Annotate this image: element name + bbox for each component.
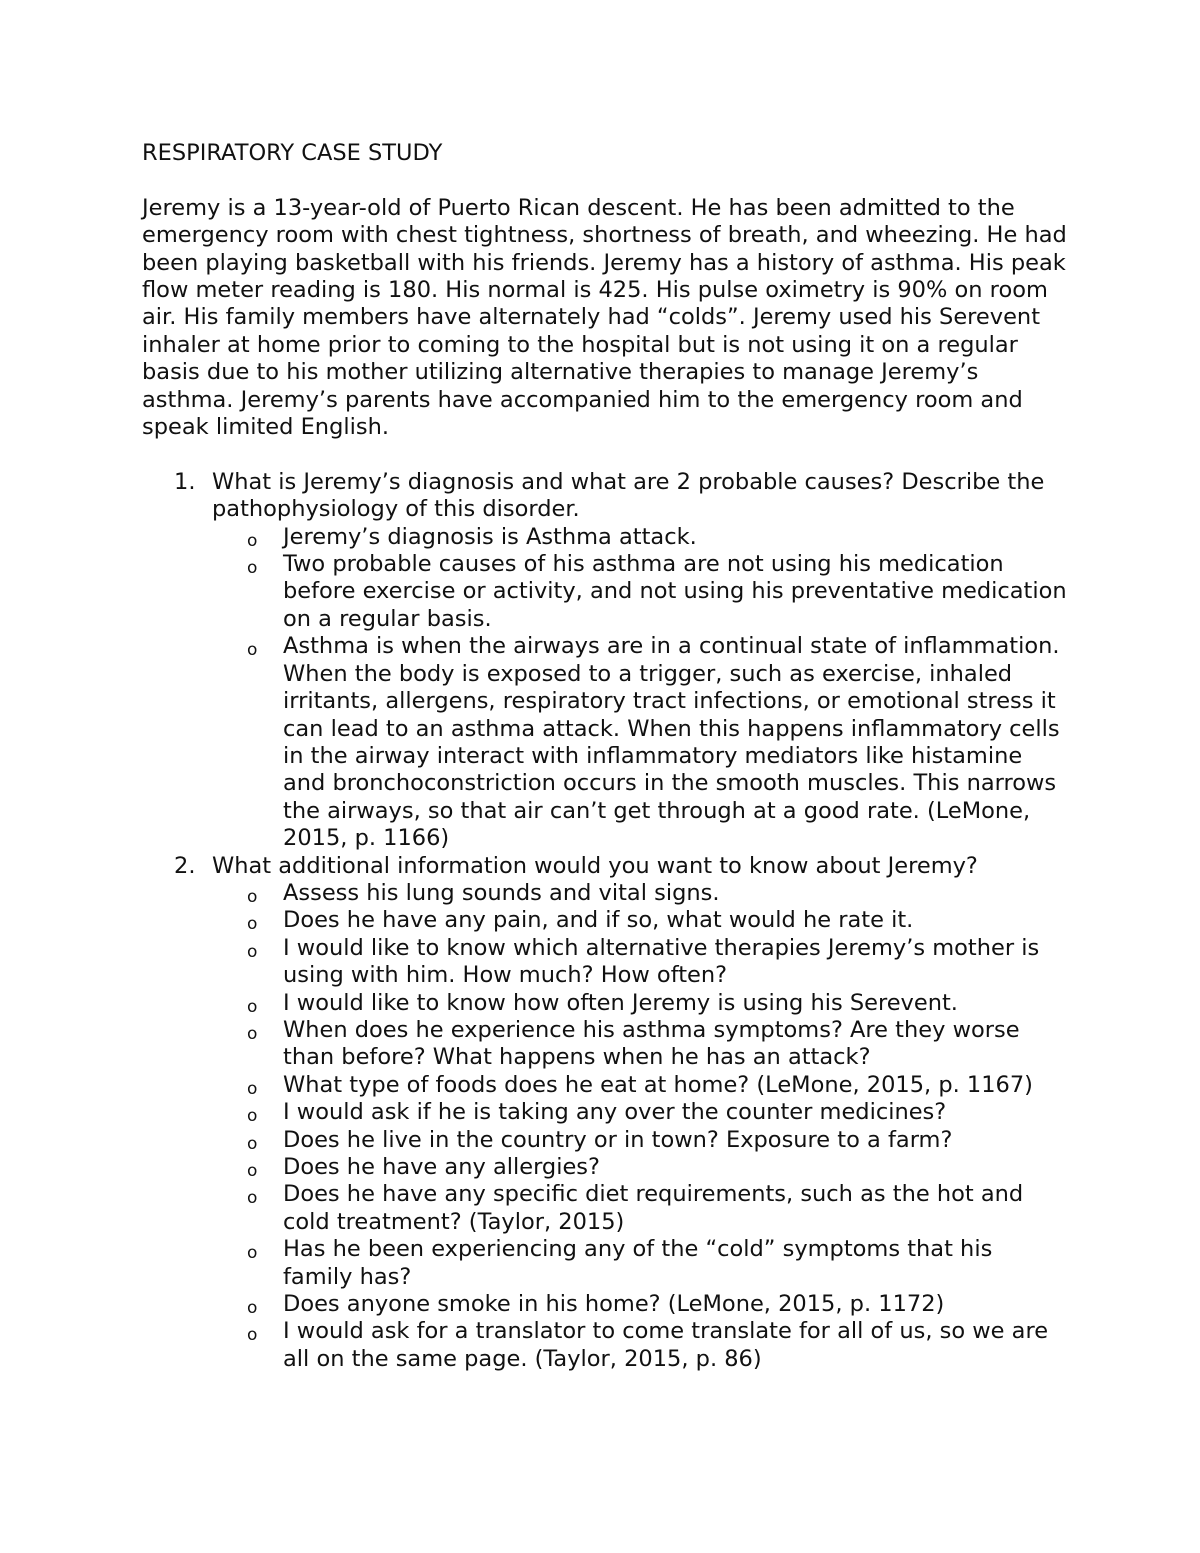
answer-item xyxy=(212,1099,1067,1126)
circle-bullet-icon: o xyxy=(247,1023,258,1044)
answer-text: I would ask for a translator to come translate for all of us, so we are all on the same page. (Taylor, 2015, p. 86) xyxy=(283,1318,1049,1372)
answer-text: Jeremy’s diagnosis is Asthma attack. xyxy=(283,523,697,550)
question-number: 2. xyxy=(174,852,196,879)
answer-item xyxy=(212,1127,1067,1154)
answer-text: Asthma is when the airways are in a continual state of inflammation. When the body is exposed to a trigger, such as exercise, inhaled irritants, allergens, respiratory tract infections, or emotional stress it can lead to an asthma attack. When this happens inflammatory cells in the airway interact with inflammatory mediators like histamine and bronchoconstriction occurs in the smooth muscles. This narrows the airways, so that air can’t get through at a good rate. (LeMone, 2015, p. 1166) xyxy=(283,633,1060,852)
circle-bullet-icon: o xyxy=(247,1188,258,1209)
question-text: What is Jeremy’s diagnosis and what are 2 probable causes? Describe the pathophysiology of this disorder. xyxy=(212,468,1045,523)
answer-item xyxy=(212,633,1067,852)
circle-bullet-icon: o xyxy=(247,1325,258,1346)
answer-item xyxy=(212,935,1067,990)
circle-bullet-icon: o xyxy=(247,1133,258,1154)
circle-bullet-icon: o xyxy=(247,941,258,962)
answer-list xyxy=(212,880,1067,1373)
circle-bullet-icon: o xyxy=(247,1298,258,1319)
circle-bullet-icon: o xyxy=(247,1243,258,1264)
answer-list xyxy=(212,524,1067,853)
circle-bullet-icon: o xyxy=(247,558,258,579)
answer-text: Does he live in the country or in town? Exposure to a farm? xyxy=(283,1126,953,1153)
answer-item xyxy=(212,990,1067,1017)
circle-bullet-icon: o xyxy=(247,886,258,907)
answer-item xyxy=(212,551,1067,633)
circle-bullet-icon: o xyxy=(247,914,258,935)
question-item-1 xyxy=(142,469,1067,853)
answer-text: Does he have any specific diet requirements, such as the hot and cold treatment? (Taylor, 2015) xyxy=(283,1181,1024,1235)
answer-text: I would like to know how often Jeremy is using his Serevent. xyxy=(283,989,958,1016)
case-intro-paragraph: Jeremy is a 13-year-old of Puerto Rican descent. He has been admitted to the emergency room with chest tightness, shortness of breath, and wheezing. He had been playing basketball with his friends. Jeremy has a history of asthma. His peak flow meter reading is 180. His normal is 425. His pulse oximetry is 90% on room air. His family members have alternately had “colds”. Jeremy used his Serevent inhaler at home prior to coming to the hospital but is not using it on a regular basis due to his mother utilizing alternative therapies to manage Jeremy’s asthma. Jeremy’s parents have accompanied him to the emergency room and speak limited English. xyxy=(142,194,1067,441)
circle-bullet-icon: o xyxy=(247,530,258,551)
answer-item xyxy=(212,1291,1067,1318)
question-list xyxy=(142,469,1067,1373)
answer-item xyxy=(212,1181,1067,1236)
answer-text: When does he experience his asthma symptoms? Are they worse than before? What happens when he has an attack? xyxy=(283,1016,1020,1071)
answer-text: What type of foods does he eat at home? (LeMone, 2015, p. 1167) xyxy=(283,1071,1033,1098)
answer-item xyxy=(212,524,1067,551)
answer-item xyxy=(212,907,1067,934)
circle-bullet-icon: o xyxy=(247,996,258,1017)
document-page xyxy=(142,140,1067,1373)
answer-text: I would ask if he is taking any over the counter medicines? xyxy=(283,1099,947,1126)
answer-item xyxy=(212,1154,1067,1181)
answer-text: Does he have any pain, and if so, what would he rate it. xyxy=(283,907,914,934)
question-number: 1. xyxy=(174,468,196,495)
circle-bullet-icon: o xyxy=(247,1106,258,1127)
answer-text: Has he been experiencing any of the “cold” symptoms that his family has? xyxy=(283,1236,993,1290)
answer-item xyxy=(212,1072,1067,1099)
answer-text: Assess his lung sounds and vital signs. xyxy=(283,879,720,906)
document-title: RESPIRATORY CASE STUDY xyxy=(142,140,443,166)
answer-text: Does anyone smoke in his home? (LeMone, 2015, p. 1172) xyxy=(283,1291,945,1318)
question-text: What additional information would you want to know about Jeremy? xyxy=(212,852,978,879)
question-item-2 xyxy=(142,853,1067,1374)
circle-bullet-icon: o xyxy=(247,1161,258,1181)
answer-item xyxy=(212,1318,1067,1373)
answer-item xyxy=(212,1017,1067,1072)
answer-text: I would like to know which alternative therapies Jeremy’s mother is using with him. How much? How often? xyxy=(283,934,1040,989)
circle-bullet-icon: o xyxy=(247,640,258,661)
answer-text: Two probable causes of his asthma are not using his medication before exercise or activity, and not using his preventative medication on a regular basis. xyxy=(283,551,1067,632)
answer-item xyxy=(212,880,1067,907)
answer-text: Does he have any allergies? xyxy=(283,1154,600,1180)
circle-bullet-icon: o xyxy=(247,1078,258,1099)
answer-item xyxy=(212,1236,1067,1291)
